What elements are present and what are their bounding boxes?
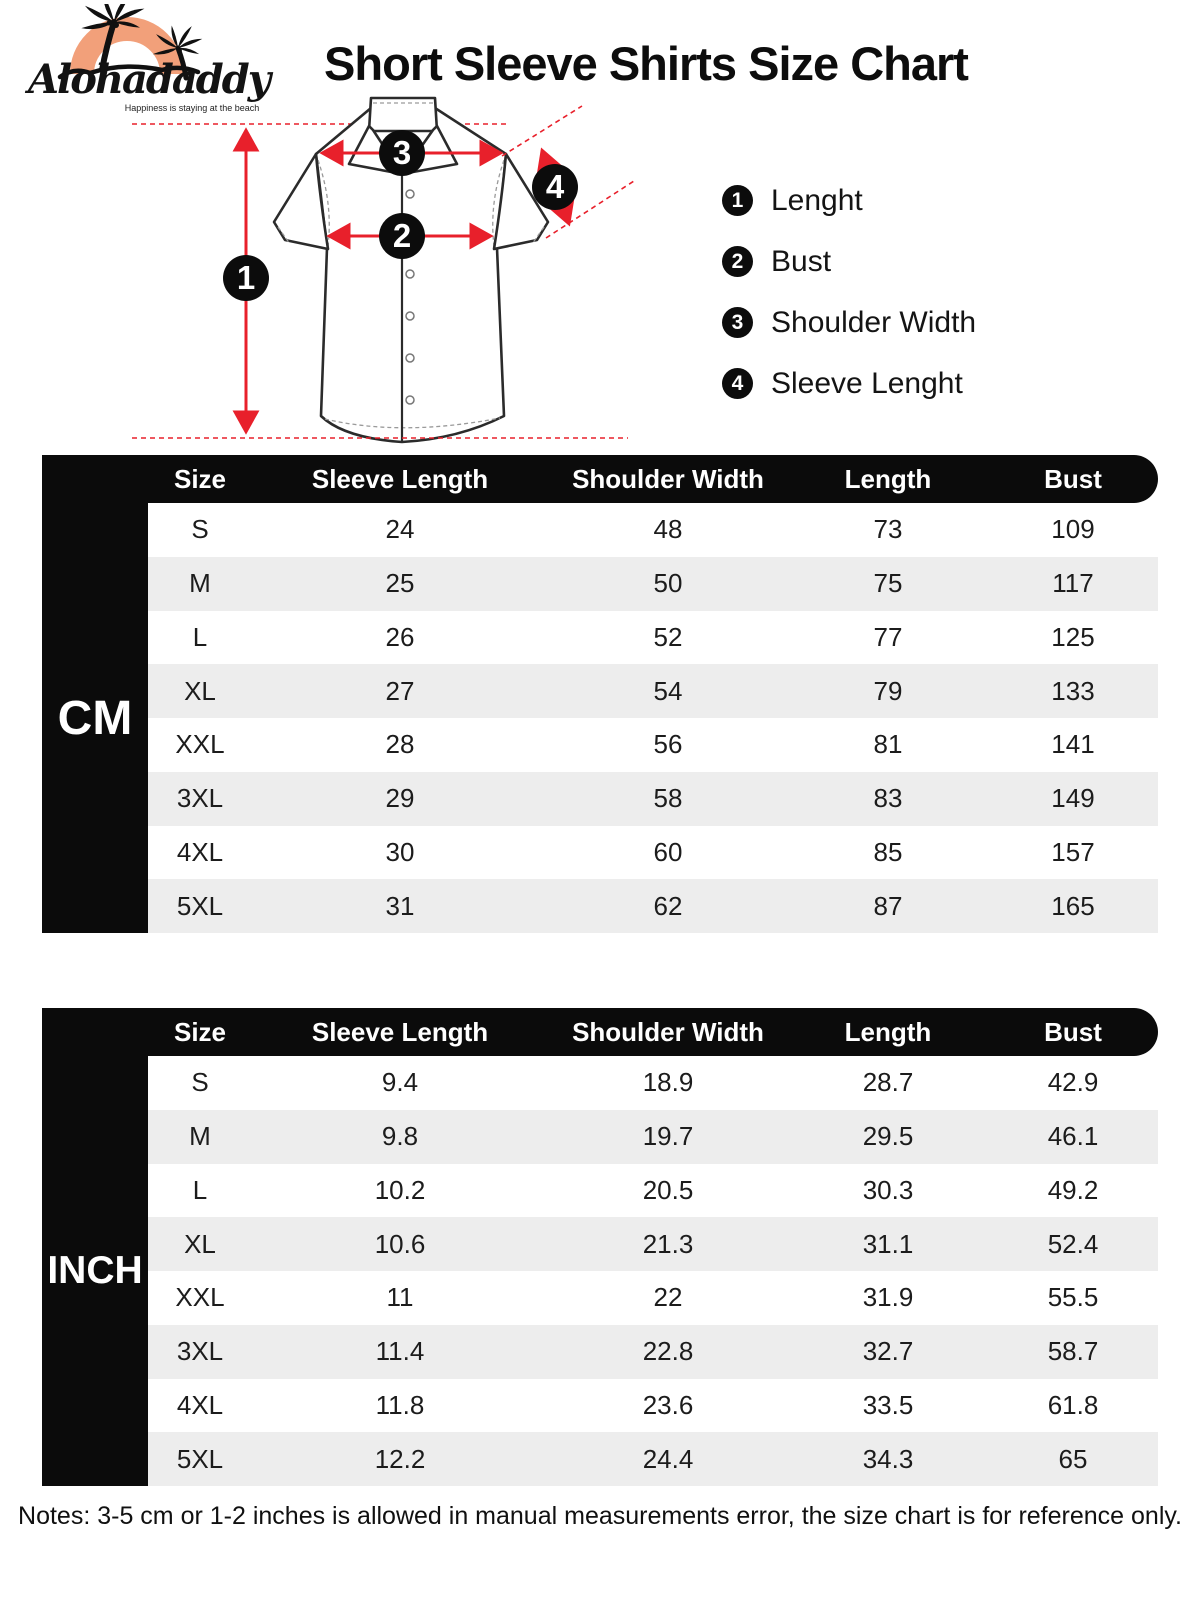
table-cell: 30.3 (862, 1174, 914, 1205)
column-header: Bust (1044, 463, 1102, 494)
table-cell: 50 (653, 568, 683, 599)
table-cell: 58.7 (1047, 1336, 1099, 1367)
column-header: Size (173, 1016, 227, 1047)
table-cell: 24.4 (642, 1443, 694, 1474)
table-cell: 9.8 (381, 1121, 419, 1152)
table-cell: 31 (385, 890, 415, 921)
marker-badge-1 (223, 255, 269, 301)
table-cell: 42.9 (1047, 1067, 1099, 1098)
table-cell: XXL (175, 729, 225, 760)
table-cell: 49.2 (1047, 1174, 1099, 1205)
table-cell: 157 (1051, 836, 1095, 867)
brand-name: Alohadaddy (28, 56, 269, 103)
table-cell: XL (184, 1228, 216, 1259)
column-header: Shoulder Width (572, 1016, 764, 1047)
table-cell: 10.2 (374, 1174, 426, 1205)
table-cell: 32.7 (862, 1336, 914, 1367)
table-row (148, 1432, 1158, 1486)
table-cell: 21.3 (642, 1228, 694, 1259)
table-cell: 5XL (176, 890, 224, 921)
table-header-row (42, 455, 1158, 503)
svg-text:3: 3 (392, 134, 412, 171)
column-header: Bust (1044, 1016, 1102, 1047)
table-cell: 25 (385, 568, 415, 599)
table-cell: 58 (653, 783, 683, 814)
table-cell: 30 (385, 836, 415, 867)
table-cell: 20.5 (642, 1174, 694, 1205)
table-cell: 141 (1051, 729, 1095, 760)
table-cell: 10.6 (374, 1228, 426, 1259)
table-header-row (42, 1008, 1158, 1056)
table-row (148, 772, 1158, 826)
legend-number-badge: 3 (722, 307, 753, 338)
table-row (148, 718, 1158, 772)
column-header: Shoulder Width (572, 463, 764, 494)
table-cell: 56 (653, 729, 683, 760)
table-cell: 31.1 (862, 1228, 914, 1259)
notes-text: Notes: 3-5 cm or 1-2 inches is allowed in manual measurements error, the size chart is for reference only. (18, 1502, 1182, 1530)
table-row (148, 1056, 1158, 1110)
table-cell: 79 (873, 675, 903, 706)
column-header: Sleeve Length (311, 1016, 489, 1047)
table-row (148, 503, 1158, 557)
table-cell: 28.7 (862, 1067, 914, 1098)
table-row (148, 879, 1158, 933)
size-table-inch (42, 1008, 1158, 1486)
shirt-measurement-diagram (118, 86, 640, 458)
column-header: Length (844, 1016, 932, 1047)
legend-item (722, 353, 976, 414)
table-cell: 83 (873, 783, 903, 814)
table-cell: XXL (175, 1282, 225, 1313)
legend-label: Shoulder Width (771, 305, 977, 339)
table-row (148, 1325, 1158, 1379)
table-cell: 165 (1051, 890, 1095, 921)
table-cell: M (189, 568, 211, 599)
unit-label: INCH (42, 1056, 148, 1486)
table-cell: 26 (385, 621, 415, 652)
column-header: Sleeve Length (311, 463, 489, 494)
table-cell: 55.5 (1047, 1282, 1099, 1313)
table-row (148, 1217, 1158, 1271)
table-row (148, 1271, 1158, 1325)
table-cell: 62 (653, 890, 683, 921)
legend-label: Bust (771, 244, 832, 278)
brand-tagline: Happiness is staying at the beach (124, 103, 260, 113)
table-row (148, 557, 1158, 611)
legend-item (722, 292, 976, 353)
table-cell: 65 (1058, 1443, 1088, 1474)
measurement-legend (722, 170, 976, 414)
table-cell: L (192, 621, 208, 652)
table-cell: 4XL (176, 1389, 224, 1420)
table-cell: 77 (873, 621, 903, 652)
table-cell: 33.5 (862, 1389, 914, 1420)
table-cell: 109 (1051, 514, 1095, 545)
svg-text:4: 4 (545, 168, 565, 205)
table-cell: 117 (1052, 568, 1094, 599)
table-cell: 125 (1051, 621, 1095, 652)
table-cell: 18.9 (642, 1067, 694, 1098)
table-cell: 81 (873, 729, 903, 760)
column-header: Size (173, 463, 227, 494)
table-cell: 85 (873, 836, 903, 867)
table-cell: 11 (386, 1282, 414, 1313)
table-cell: XL (184, 675, 216, 706)
table-cell: 52.4 (1047, 1228, 1099, 1259)
legend-item (722, 231, 976, 292)
table-cell: 28 (385, 729, 415, 760)
table-cell: S (191, 514, 209, 545)
table-cell: 52 (653, 621, 683, 652)
table-cell: 4XL (176, 836, 224, 867)
table-cell: 3XL (176, 783, 224, 814)
table-cell: 31.9 (862, 1282, 914, 1313)
table-cell: 19.7 (642, 1121, 694, 1152)
marker-badge-2 (379, 213, 425, 259)
table-row (148, 1110, 1158, 1164)
table-cell: 9.4 (381, 1067, 419, 1098)
table-cell: 46.1 (1047, 1121, 1099, 1152)
table-cell: 75 (873, 568, 903, 599)
legend-label: Sleeve Lenght (771, 366, 963, 400)
table-cell: 149 (1051, 783, 1095, 814)
legend-label: Lenght (771, 183, 863, 217)
table-cell: M (189, 1121, 211, 1152)
table-row (148, 611, 1158, 665)
table-cell: 73 (873, 514, 903, 545)
marker-badge-3 (379, 130, 425, 176)
table-rows (148, 503, 1158, 933)
table-row (148, 664, 1158, 718)
table-cell: 29 (385, 783, 415, 814)
marker-badge-4 (532, 164, 578, 210)
svg-text:2: 2 (392, 217, 412, 254)
page-title: Short Sleeve Shirts Size Chart (324, 37, 968, 90)
table-cell: 29.5 (862, 1121, 914, 1152)
table-cell: L (192, 1174, 208, 1205)
table-cell: 24 (385, 514, 415, 545)
table-cell: 54 (653, 675, 683, 706)
table-row (148, 826, 1158, 880)
column-header: Length (844, 463, 932, 494)
legend-number-badge: 2 (722, 246, 753, 277)
table-cell: 12.2 (374, 1443, 426, 1474)
table-row (148, 1379, 1158, 1433)
table-cell: 133 (1051, 675, 1095, 706)
table-cell: 3XL (176, 1336, 224, 1367)
table-cell: 22.8 (642, 1336, 694, 1367)
table-cell: 27 (385, 675, 415, 706)
legend-number-badge: 1 (722, 185, 753, 216)
table-cell: 48 (653, 514, 683, 545)
legend-item (722, 170, 976, 231)
table-cell: 87 (873, 890, 903, 921)
unit-label: CM (42, 503, 148, 933)
table-cell: S (191, 1067, 209, 1098)
table-cell: 34.3 (862, 1443, 914, 1474)
table-rows (148, 1056, 1158, 1486)
table-cell: 60 (653, 836, 683, 867)
table-cell: 23.6 (642, 1389, 694, 1420)
table-cell: 11.4 (375, 1336, 425, 1367)
table-row (148, 1164, 1158, 1218)
svg-text:1: 1 (236, 259, 256, 296)
legend-number-badge: 4 (722, 368, 753, 399)
size-table-cm (42, 455, 1158, 933)
sleeve-guide-top (502, 106, 582, 156)
table-cell: 22 (653, 1282, 683, 1313)
table-cell: 11.8 (375, 1389, 425, 1420)
table-cell: 61.8 (1047, 1389, 1099, 1420)
table-cell: 5XL (176, 1443, 224, 1474)
